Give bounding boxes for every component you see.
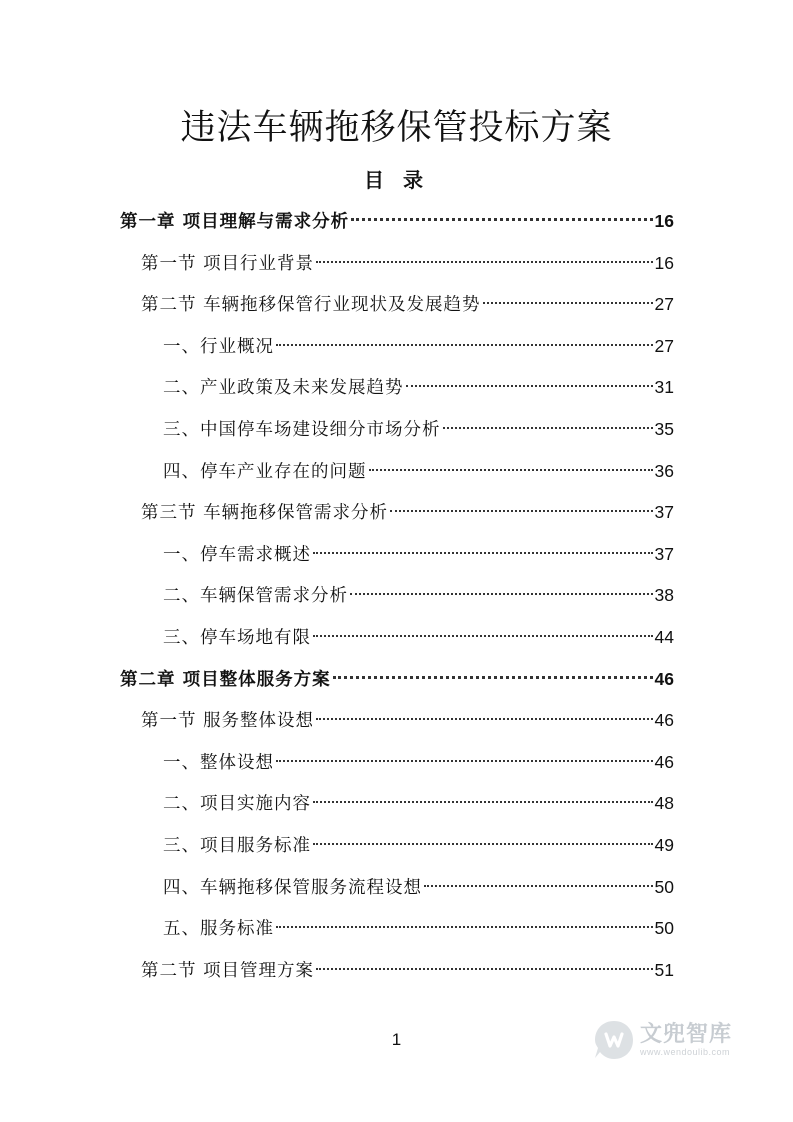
toc-entry[interactable] [141,705,674,735]
toc-dot-leader [390,510,652,512]
toc-dot-leader [276,760,653,762]
toc-entry-label: 三、项目服务标准 [163,836,311,856]
toc-entry-label: 三、中国停车场建设细分市场分析 [163,420,441,440]
toc-entry[interactable] [163,456,674,486]
toc-entry-label: 三、停车场地有限 [163,628,311,648]
toc-entry-page: 48 [654,793,674,814]
toc-entry-label: 一、整体设想 [163,752,274,773]
toc-dot-leader [351,218,652,221]
toc-entry-page: 37 [654,502,674,523]
toc-dot-leader [313,843,653,845]
toc-entry-label: 第一章 项目理解与需求分析 [120,212,350,232]
toc-dot-leader [316,718,652,720]
toc-entry-label: 四、停车产业存在的问题 [163,461,367,482]
toc-dot-leader [333,676,653,679]
toc-entry-page: 35 [654,419,674,439]
toc-entry-page: 37 [654,543,674,564]
toc-dot-leader [316,968,652,970]
toc-dot-leader [406,385,653,387]
toc-entry[interactable] [163,539,674,569]
toc-entry-label: 二、车辆保管需求分析 [163,586,348,607]
toc-dot-leader [313,635,653,637]
toc-entry-page: 46 [654,710,674,731]
toc-entry-label: 第二节 项目管理方案 [141,960,315,981]
toc-entry-page: 44 [654,627,674,647]
toc-entry[interactable] [163,830,674,860]
toc-entry-page: 27 [654,294,674,315]
toc-entry-label: 一、行业概况 [163,336,274,357]
wendou-logo-icon [592,1018,636,1062]
toc-entry[interactable] [163,913,674,943]
toc-entry[interactable] [120,206,674,236]
toc-entry-page: 38 [654,585,674,606]
page-number: 1 [391,1030,402,1049]
toc-entry-page: 46 [654,668,674,689]
toc-dot-leader [313,552,653,554]
toc-dot-leader [276,344,653,346]
toc-entry-page: 51 [654,959,674,980]
watermark-url: www.wendoulib.com [640,1047,731,1057]
toc-entry[interactable] [163,747,674,777]
toc-entry[interactable] [120,664,674,694]
toc-entry-page: 50 [654,876,674,897]
toc-dot-leader [316,261,652,263]
toc-entry-label: 第二节 车辆拖移保管行业现状及发展趋势 [141,295,481,316]
toc-entry-label: 第二章 项目整体服务方案 [120,669,331,690]
toc-entry[interactable] [163,788,674,818]
toc-entry[interactable] [141,497,674,527]
toc-entry[interactable] [163,372,674,402]
toc-entry-page: 46 [654,751,674,772]
toc-entry[interactable] [163,872,674,902]
toc-entry-page: 50 [654,918,674,939]
toc-entry[interactable] [163,414,674,444]
watermark [592,1018,732,1062]
toc-entry-label: 一、停车需求概述 [163,544,311,565]
toc-entry-page: 16 [654,252,674,273]
toc-dot-leader [424,885,653,887]
toc-entry-page: 49 [654,835,674,855]
toc-dot-leader [369,469,653,471]
toc-heading: 目 录 [364,168,429,192]
toc-entry-label: 五、服务标准 [163,919,274,940]
toc-entry[interactable] [163,622,674,652]
toc-dot-leader [443,427,653,429]
toc-entry[interactable] [141,289,674,319]
toc-entry-label: 四、车辆拖移保管服务流程设想 [163,877,422,898]
toc-entry-page: 31 [654,377,674,398]
toc-entry[interactable] [141,248,674,278]
toc-entry[interactable] [141,955,674,985]
toc-dot-leader [483,302,653,304]
toc-entry-label: 二、项目实施内容 [163,794,311,815]
toc-entry-label: 第一节 项目行业背景 [141,253,315,274]
watermark-name: 文兜智库 [640,1022,733,1047]
toc-entry-page: 16 [654,211,674,231]
toc-entry-page: 27 [654,335,674,356]
toc-dot-leader [350,593,653,595]
toc-entry-page: 36 [654,460,674,481]
toc-dot-leader [276,926,653,928]
toc-entry-label: 第一节 服务整体设想 [141,711,315,732]
toc-dot-leader [313,801,653,803]
toc-entry-label: 第三节 车辆拖移保管需求分析 [141,503,389,524]
toc-entry[interactable] [163,331,674,361]
toc-entry[interactable] [163,580,674,610]
toc-entry-label: 二、产业政策及未来发展趋势 [163,378,404,399]
document-title: 违法车辆拖移保管投标方案 [180,108,613,148]
